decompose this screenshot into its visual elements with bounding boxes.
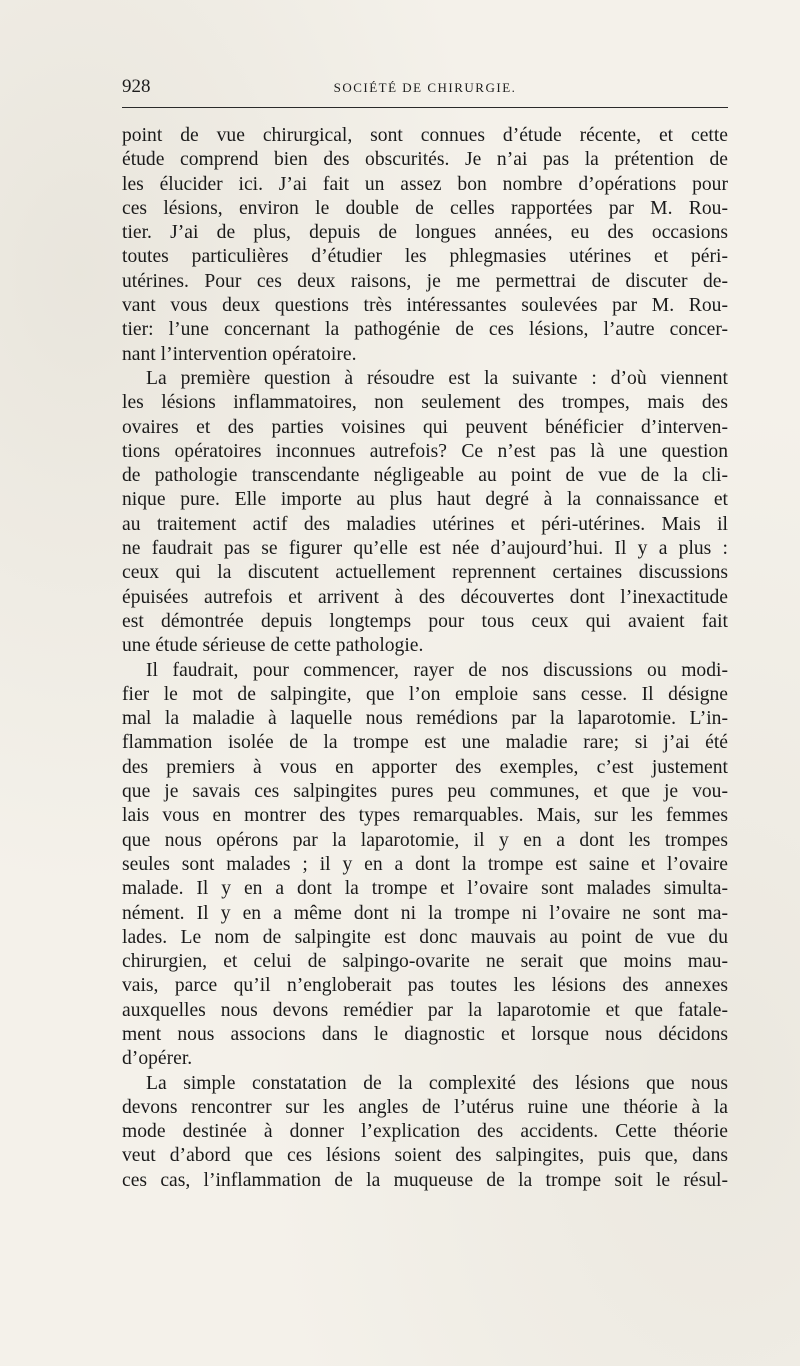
text-line: tier. J’ai de plus, depuis de longues années, eu des occasions [122, 222, 728, 244]
text-line: une étude sérieuse de cette pathologie. [122, 635, 424, 657]
text-line: les élucider ici. J’ai fait un assez bon nombre d’opérations pour [122, 173, 728, 195]
text-line: les lésions inflammatoires, non seulement des trompes, mais des [122, 392, 728, 414]
text-line: que nous opérons par la laparotomie, il y en a dont les trompes [122, 829, 728, 851]
text-line: toutes particulières d’étudier les phlegmasies utérines et péri- [122, 246, 728, 268]
text-line: mode destinée à donner l’explication des accidents. Cette théorie [122, 1121, 728, 1143]
text-line: lades. Le nom de salpingite est donc mauvais au point de vue du [122, 926, 728, 948]
text-line: d’opérer. [122, 1048, 193, 1070]
header-rule [122, 107, 728, 108]
text-line: devons rencontrer sur les angles de l’utérus ruine une théorie à la [122, 1096, 728, 1118]
body-text [122, 124, 728, 1193]
text-line: point de vue chirurgical, sont connues d’étude récente, et cette [122, 125, 728, 146]
text-line: des premiers à vous en apporter des exemples, c’est justement [122, 756, 728, 778]
text-line: est démontrée depuis longtemps pour tous ceux qui avaient fait [122, 610, 728, 632]
text-line: ment nous associons dans le diagnostic et lorsque nous décidons [122, 1023, 728, 1045]
text-line: vant vous deux questions très intéressantes soulevées par M. Rou- [122, 295, 728, 317]
text-line: que je savais ces salpingites pures peu communes, et que je vou- [122, 781, 728, 803]
text-line: ovaires et des parties voisines qui peuvent bénéficier d’interven- [122, 416, 728, 438]
text-line: malade. Il y en a dont la trompe et l’ovaire sont malades simulta- [122, 878, 728, 900]
text-line: épuisées autrefois et arrivent à des découvertes dont l’inexactitude [122, 586, 728, 608]
text-line: ces lésions, environ le double de celles rapportées par M. Rou- [122, 197, 728, 219]
running-head: SOCIÉTÉ DE CHIRURGIE. [333, 80, 517, 95]
text-line: utérines. Pour ces deux raisons, je me permettrai de discuter de- [122, 270, 728, 292]
text-line: ne faudrait pas se figurer qu’elle est née d’aujourd’hui. Il y a plus : [122, 538, 728, 560]
text-line: La première question à résoudre est la suivante : d’où viennent [146, 367, 728, 389]
text-line: veut d’abord que ces lésions soient des salpingites, puis que, dans [122, 1145, 728, 1167]
text-line: nique pure. Elle importe au plus haut degré à la connaissance et [122, 489, 728, 511]
text-line: au traitement actif des maladies utérines et péri-utérines. Mais il [122, 513, 728, 535]
text-line: étude comprend bien des obscurités. Je n’ai pas la prétention de [122, 149, 728, 171]
text-line: ceux qui la discutent actuellement reprennent certaines discussions [122, 562, 728, 584]
text-line: La simple constatation de la complexité des lésions que nous [146, 1072, 728, 1094]
text-line: ces cas, l’inflammation de la muqueuse de la trompe soit le résul- [122, 1169, 728, 1191]
text-line: flammation isolée de la trompe est une maladie rare; si j’ai été [122, 732, 728, 754]
page-number: 928 [122, 76, 151, 97]
text-line: tions opératoires inconnues autrefois? Ce n’est pas là une question [122, 440, 728, 462]
text-line: Il faudrait, pour commencer, rayer de nos discussions ou modi- [146, 659, 728, 681]
text-line: de pathologie transcendante négligeable au point de vue de la cli- [122, 465, 728, 487]
text-line: tier: l’une concernant la pathogénie de ces lésions, l’autre concer- [122, 319, 728, 341]
text-line: vais, parce qu’il n’engloberait pas toutes les lésions des annexes [122, 975, 728, 997]
page-header [122, 76, 728, 100]
text-line: chirurgien, et celui de salpingo-ovarite ne serait que moins mau- [122, 951, 728, 973]
text-line: auxquelles nous devons remédier par la laparotomie et que fatale- [122, 999, 728, 1021]
text-line: nant l’intervention opératoire. [122, 343, 357, 365]
text-line: nément. Il y en a même dont ni la trompe ni l’ovaire ne sont ma- [122, 902, 728, 924]
text-line: mal la maladie à laquelle nous remédions par la laparotomie. L’in- [122, 708, 728, 730]
text-line: seules sont malades ; il y en a dont la trompe est saine et l’ovaire [122, 853, 728, 875]
text-line: fier le mot de salpingite, que l’on emploie sans cesse. Il désigne [122, 683, 728, 705]
text-line: lais vous en montrer des types remarquables. Mais, sur les femmes [122, 805, 728, 827]
